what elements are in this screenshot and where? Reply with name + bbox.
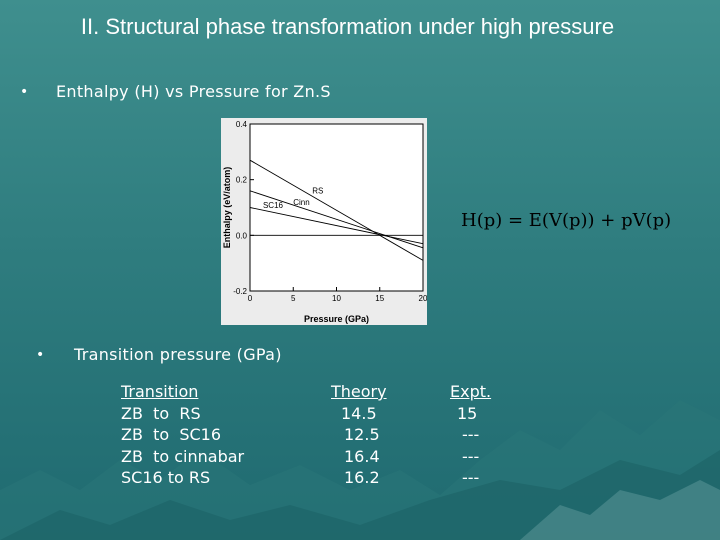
table-cell: 12.5 [344, 425, 380, 445]
series-label: SC16 [262, 201, 283, 211]
table-cell: --- [462, 446, 480, 466]
x-tick-label: 15 [375, 294, 385, 303]
y-tick-label: 0.2 [235, 175, 247, 185]
enthalpy-heading-text: Enthalpy (H) vs Pressure for Zn.S [56, 82, 331, 101]
transition-heading: Transition pressure (GPa) [74, 345, 282, 364]
bullet-icon: • [20, 84, 29, 100]
table-cell: 16.2 [344, 468, 380, 488]
y-axis-label: Enthalpy (eV/atom) [222, 166, 232, 249]
x-tick-label: 0 [247, 294, 253, 303]
transition-column [121, 381, 244, 489]
x-tick-label: 20 [418, 294, 427, 303]
y-tick-label: -0.2 [233, 287, 247, 296]
transition-header: Transition [121, 382, 199, 401]
enthalpy-chart-svg [221, 118, 427, 325]
table-cell: SC16 to RS [121, 468, 211, 488]
series-label: RS [312, 186, 324, 196]
formula-text: H(p) = E(V(p)) + pV(p) [461, 210, 672, 231]
expt-header: Expt. [450, 382, 492, 401]
table-cell: ZB to SC16 [121, 425, 222, 445]
table-cell: --- [462, 468, 480, 488]
table-cell: 15 [457, 403, 478, 423]
y-tick-label: 0.4 [235, 120, 247, 129]
expt-column [450, 381, 491, 489]
table-cell: ZB to cinnabar [121, 446, 245, 466]
table-cell: 14.5 [341, 403, 377, 423]
theory-header: Theory [331, 382, 387, 401]
enthalpy-heading [56, 82, 331, 101]
y-tick-label: 0.0 [235, 231, 247, 241]
table-cell: 16.4 [344, 446, 380, 466]
table-cell: --- [462, 425, 480, 445]
x-tick-label: 5 [291, 294, 296, 303]
bullet-icon: • [36, 347, 45, 363]
enthalpy-formula [455, 198, 715, 240]
enthalpy-chart [221, 118, 427, 325]
x-tick-label: 10 [332, 294, 341, 303]
slide-title: II. Structural phase transformation under high pressure [80, 14, 615, 39]
formula-svg [455, 198, 715, 240]
table-cell: ZB to RS [121, 403, 201, 423]
x-axis-label: Pressure (GPa) [303, 314, 370, 324]
series-label: Cinn [293, 198, 310, 208]
theory-column [331, 381, 387, 489]
